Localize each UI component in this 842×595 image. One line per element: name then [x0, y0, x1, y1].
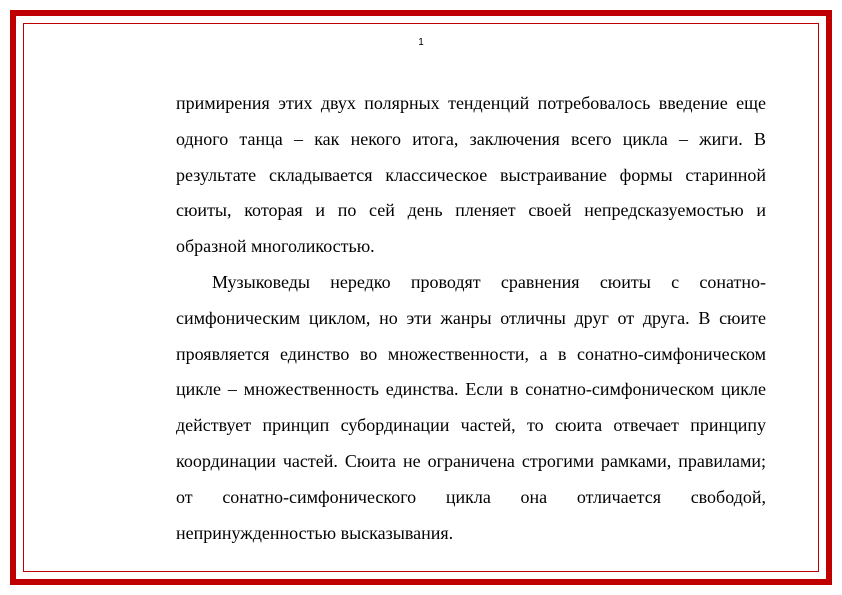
paragraph-1: примирения этих двух полярных тенденций потребовалось введение еще одного танца – как некого итога, заключения всего цикла – жиги. В результате складывается классическое выстраивание формы старинной сюиты, которая и по сей день пленяет своей непредсказуемостью и образной многоликостью.	[176, 93, 766, 257]
body-text	[176, 86, 766, 551]
paragraph-2: Музыковеды нередко проводят сравнения сюиты с сонатно-симфоническим циклом, но эти жанры отличны друг от друга. В сюите проявляется единство во множественности, а в сонатно-симфоническом цикле – множественность единства. Если в сонатно-симфоническом цикле действует принцип субординации частей, то сюита отвечает принципу координации частей. Сюита не ограничена строгими рамками, правилами; от сонатно-симфонического цикла она отличается свободой, непринужденностью высказывания.	[176, 271, 766, 543]
page-number: 1	[418, 37, 424, 48]
